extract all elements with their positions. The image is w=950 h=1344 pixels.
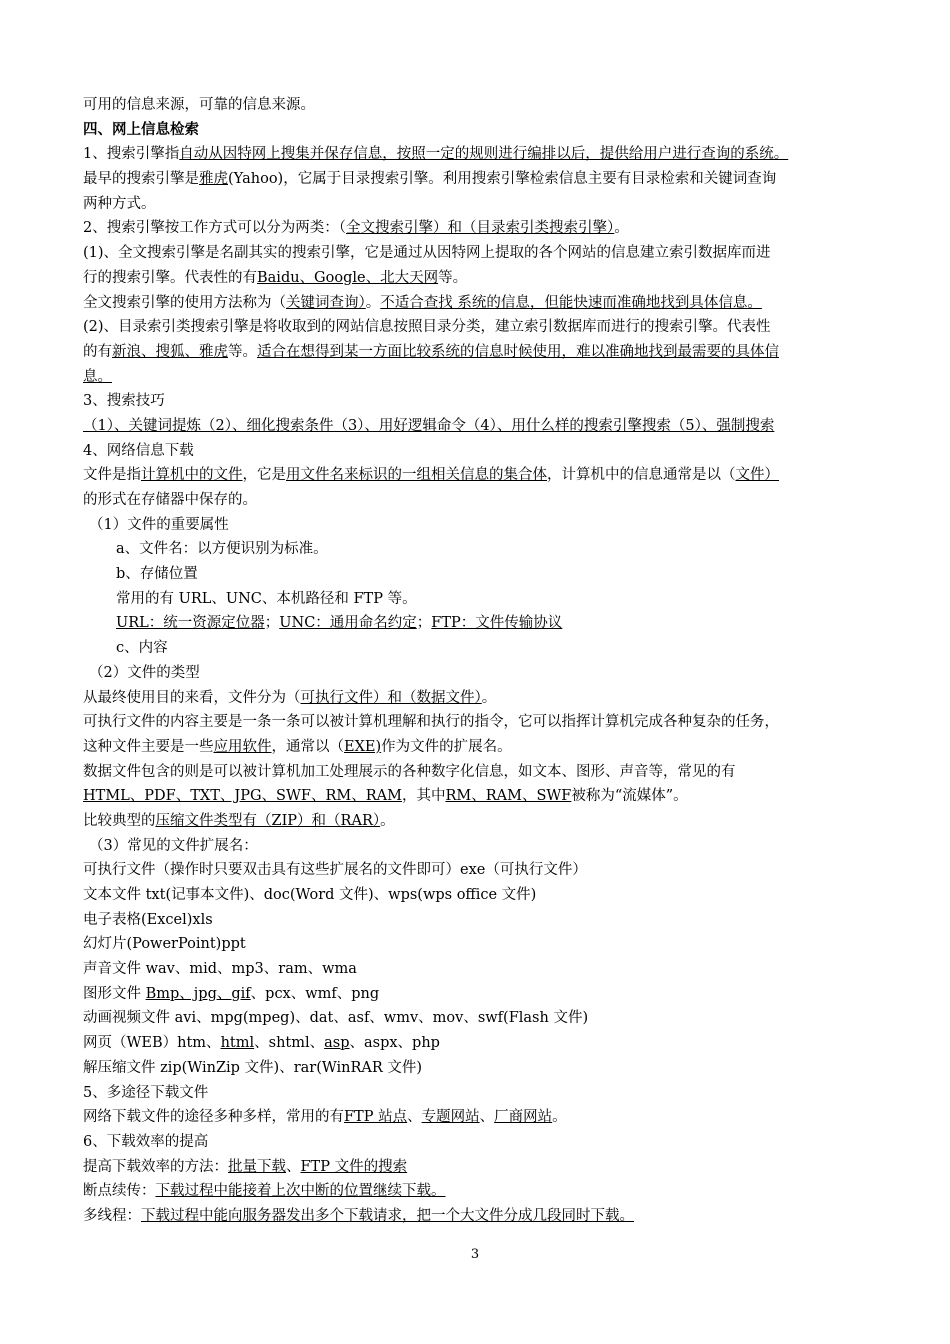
text-run: 等。 [228,343,257,360]
underlined-text: 下载过程中能向服务器发出多个下载请求，把一个大文件分成几段同时下载。 [141,1207,634,1224]
text-run: 图形文件 [83,985,146,1002]
text-run: 可执行文件（操作时只要双击具有这些扩展名的文件即可）exe（可执行文件） [83,862,587,879]
underlined-text: URL：统一资源定位器 [116,615,265,632]
text-run: 文件是指 [83,467,141,484]
line-33 [83,883,873,908]
text-run: 从最终使用目的来看，文件分为（ [83,689,301,706]
text-run: 、 [479,1109,495,1126]
text-run: ，通常以（ [271,738,344,755]
underlined-text: 不适合查找 系统的信息，但能快速而准确地找到具体信息。 [380,294,762,311]
text-run: 网页（WEB）htm、 [83,1035,221,1052]
underlined-text: 批量下载 [228,1158,286,1175]
line-22 [83,611,873,636]
underlined-text: 可执行文件）和（数据文件） [300,689,482,706]
underlined-text: 关键词查询） [286,294,366,311]
line-18 [83,513,873,538]
line-40 [83,1056,873,1081]
line-6 [83,216,873,241]
text-run: 。 [614,220,629,237]
line-35 [83,932,873,957]
line-13 [83,389,873,414]
text-run: 网络下载文件的途径多种多样，常用的有 [83,1109,344,1126]
text-run: b、存储位置 [116,566,198,583]
line-46 [83,1204,873,1229]
underlined-text: 雅虎 [199,171,228,188]
line-32 [83,858,873,883]
text-run: 。 [552,1109,567,1126]
text-run: 。 [380,812,395,829]
underlined-text: （1）、关键词提炼（2）、细化搜索条件（3）、用好逻辑命令（4）、用什么样的搜索引擎搜索（5）、强制搜索 [83,417,775,434]
text-run: 1、搜索引擎指 [83,146,180,163]
line-23 [83,636,873,661]
text-run: 行的搜索引擎。代表性的有 [83,269,257,286]
text-run: 3、搜索技巧 [83,393,165,410]
underlined-text: 自动从因特网上搜集并保存信息，按照一定的规则进行编排以后，提供给用户进行查询的系统。 [179,146,789,163]
underlined-text: 用文件名来标识的一组相关信息的集合体 [286,467,547,484]
underlined-text: FTP 文件的搜索 [300,1158,408,1175]
line-11 [83,340,873,365]
underlined-text: 应用软件 [213,738,272,755]
underlined-text: 厂商网站 [494,1109,553,1126]
line-9 [83,291,873,316]
text-run: 、shtml、 [254,1035,325,1052]
line-44 [83,1155,873,1180]
text-run: 可用的信息来源，可靠的信息来源。 [83,97,315,113]
underlined-text: FTP 站点 [344,1109,408,1126]
line-7 [83,241,873,266]
underlined-text: UNC：通用命名约定 [279,615,417,632]
text-run: ，它是 [242,467,286,484]
line-30 [83,809,873,834]
text-run: 解压缩文件 zip(WinZip 文件)、rar(WinRAR 文件) [83,1059,423,1076]
underlined-text: 新浪、搜狐、雅虎 [112,343,228,360]
text-run: 声音文件 wav、mid、mp3、ram、wma [83,961,357,978]
line-27 [83,735,873,760]
text-run: 全文搜索引擎的使用方法称为（ [83,294,286,311]
text-run: ； [264,615,280,632]
text-run: 、aspx、php [349,1035,440,1052]
text-run: 比较典型的 [83,812,156,829]
text-run: ，计算机中的信息通常是以（ [547,467,736,484]
line-19 [83,537,873,562]
text-run: 作为文件的扩展名。 [381,738,512,755]
underlined-text: 专题网站 [421,1109,480,1126]
text-run: (Yahoo)，它属于目录搜索引擎。利用搜索引擎检索信息主要有目录检索和关键词查询 [228,171,777,188]
underlined-text: Baidu、Google、北大天网 [257,269,439,286]
underlined-text: asp [324,1035,350,1052]
section-heading [83,118,873,143]
text-run: 。 [365,294,381,311]
text-run: 等。 [438,269,468,286]
text-run: 多线程： [83,1207,141,1224]
page-number: 3 [470,1247,480,1262]
text-run: （3）常见的文件扩展名： [89,837,258,854]
line-28 [83,760,873,785]
text-run: 两种方式。 [83,195,156,212]
text-run: 、 [286,1158,301,1175]
text-run: (1)、全文搜索引擎是名副其实的搜索引擎，它是通过从因特网上提取的各个网站的信息建立索引数据库而进 [83,245,771,262]
text-run: 电子表格(Excel)xls [83,911,213,928]
text-run: 文本文件 txt(记事本文件)、doc(Word 文件)、wps(wps office 文件) [83,887,537,903]
line-37 [83,982,873,1007]
underlined-text: 计算机中的文件 [141,467,243,484]
text-run: c、内容 [116,640,168,657]
text-run: 2、搜索引擎按工作方式可以分为两类：（ [83,220,346,237]
underlined-text: 息。 [83,368,112,385]
line-43 [83,1130,873,1155]
underlined-text: 全文搜索引擎）和（目录索引类搜索引擎） [345,220,615,237]
line-39 [83,1031,873,1056]
text-run: 四、网上信息检索 [83,120,199,138]
text-run: 4、网络信息下载 [83,442,194,459]
line-3 [83,142,873,167]
underlined-text: FTP：文件传输协议 [431,615,563,632]
underlined-text: html [220,1035,255,1052]
text-run: 最早的搜索引擎是 [83,171,199,188]
line-38 [83,1006,873,1031]
line-25 [83,686,873,711]
text-run: 提高下载效率的方法： [83,1158,228,1175]
line-4 [83,167,873,192]
line-16 [83,463,873,488]
text-run: (2)、目录索引类搜索引擎是将收取到的网站信息按照目录分类，建立索引数据库而进行的搜索引擎。代表性 [83,319,771,336]
line-17 [83,488,873,513]
text-run: 幻灯片(PowerPoint)ppt [83,936,246,953]
document-body [83,93,873,1229]
text-run: （2）文件的类型 [89,664,200,681]
text-run: 这种文件主要是一些 [83,738,214,755]
line-42 [83,1105,873,1130]
underlined-text: 压缩文件类型有（ZIP）和（RAR） [155,812,381,829]
line-15 [83,439,873,464]
line-24 [83,661,873,686]
underlined-text: EXE) [344,738,382,755]
line-1 [83,93,873,118]
line-8 [83,266,873,291]
text-run: 、pcx、wmf、png [250,985,380,1002]
underlined-text: 下载过程中能接着上次中断的位置继续下载。 [155,1183,446,1200]
line-14 [83,414,873,439]
text-run: 的有 [83,343,112,360]
text-run: 断点续传： [83,1183,156,1200]
text-run: ； [416,615,432,632]
text-run: 。 [481,689,497,706]
line-10 [83,315,873,340]
underlined-text: RM、RAM、SWF [445,788,572,805]
text-run: 动画视频文件 avi、mpg(mpeg)、dat、asf、wmv、mov、swf(Flash 文件) [83,1010,589,1027]
line-21 [83,587,873,612]
text-run: a、文件名：以方便识别为标准。 [116,541,328,558]
underlined-text: 适合在想得到某一方面比较系统的信息时候使用，难以准确地找到最需要的具体信 [257,343,779,360]
text-run: ，其中 [401,788,446,805]
text-run: 可执行文件的内容主要是一条一条可以被计算机理解和执行的指令，它可以指挥计算机完成各种复杂的任务， [83,714,779,731]
underlined-text: HTML、PDF、TXT、JPG、SWF、RM、RAM [83,788,402,805]
line-29 [83,784,873,809]
text-run: 、 [407,1109,422,1126]
text-run: 5、多途径下载文件 [83,1084,209,1101]
line-20 [83,562,873,587]
line-26 [83,710,873,735]
underlined-text: 文件） [735,467,779,484]
line-45 [83,1179,873,1204]
line-34 [83,908,873,933]
text-run: 的形式在存储器中保存的。 [83,492,257,508]
line-41 [83,1081,873,1106]
text-run: 被称为“流媒体”。 [571,788,688,805]
line-31 [83,834,873,859]
line-12 [83,365,873,390]
line-36 [83,957,873,982]
text-run: 数据文件包含的则是可以被计算机加工处理展示的各种数字化信息，如文本、图形、声音等，常见的有 [83,763,736,780]
text-run: 6、下载效率的提高 [83,1133,209,1150]
line-5 [83,192,873,217]
text-run: （1）文件的重要属性 [89,516,229,533]
text-run: 常用的有 URL、UNC、本机路径和 FTP 等。 [116,590,417,607]
underlined-text: Bmp、jpg、gif [145,985,251,1002]
